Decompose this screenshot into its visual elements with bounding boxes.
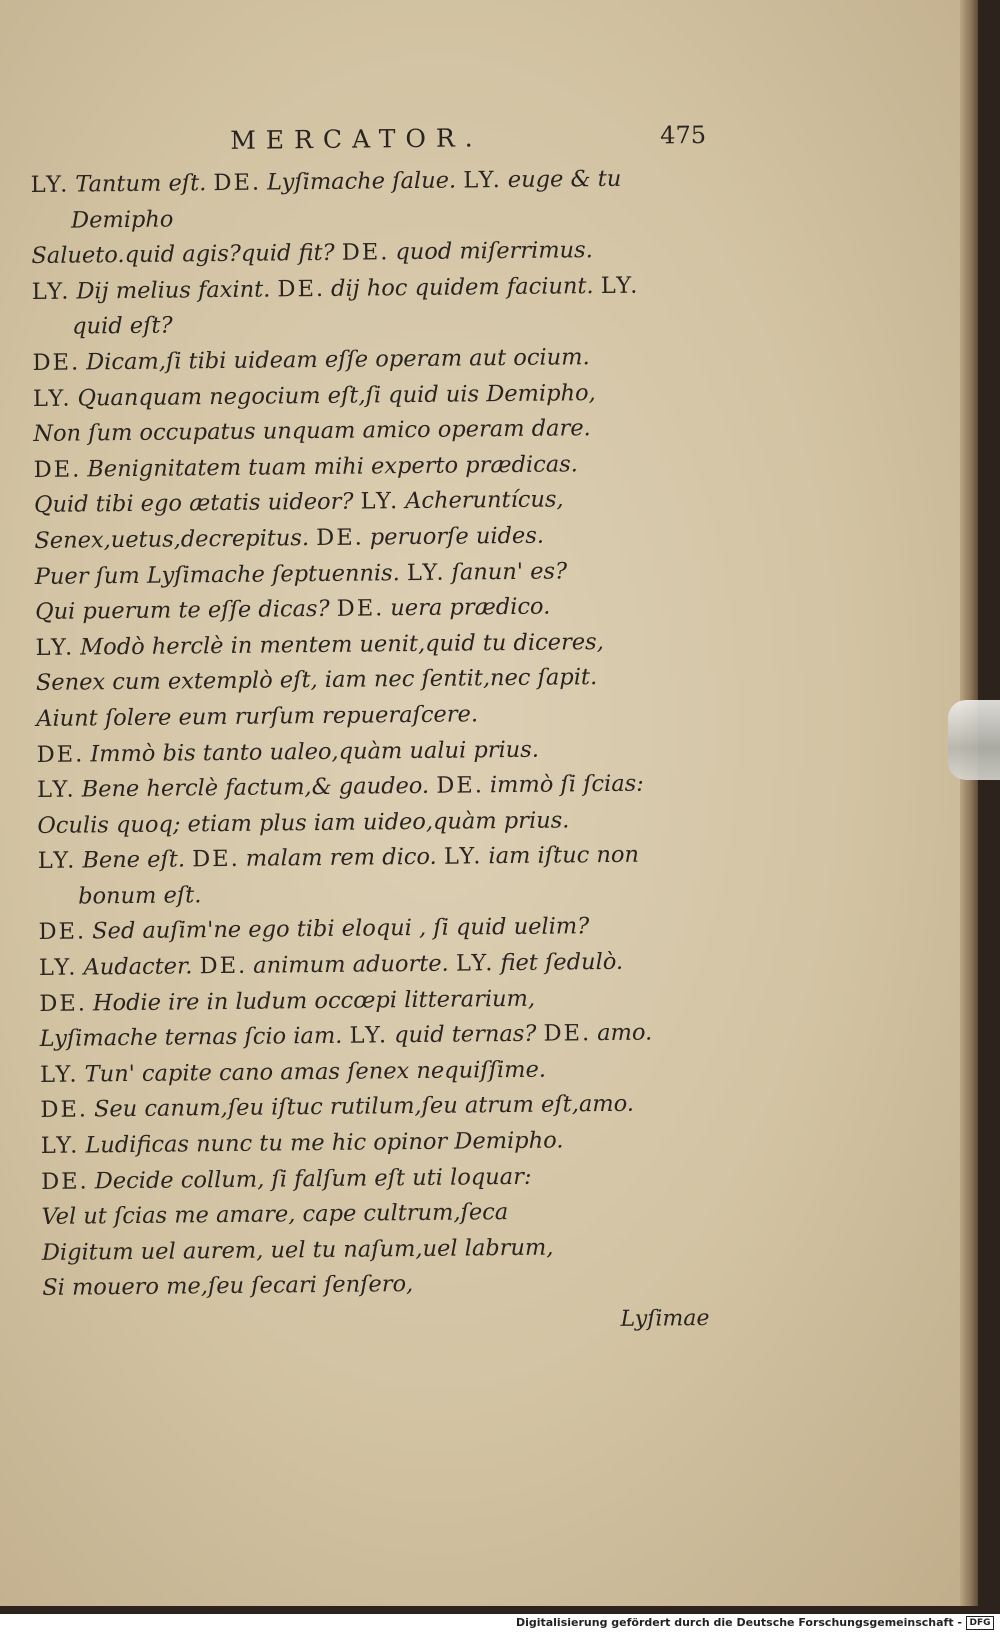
line-text: Acheruntícus, [405, 486, 564, 515]
line-text: Decide collum, ſi falſum eſt uti loquar: [94, 1163, 532, 1195]
line-text: Quid tibi ego ætatis uideor? [33, 488, 361, 519]
footer-credit: Digitalisierung gefördert durch die Deutsche Forschungsgemeinschaft - [515, 1616, 962, 1629]
speaker-label: DE. [39, 990, 88, 1017]
speaker-label: LY. [38, 954, 78, 982]
speaker-label: DE. [41, 1168, 89, 1195]
speaker-label: LY. [40, 1132, 80, 1159]
line-text: Demipho [70, 206, 174, 234]
speaker-label: LY. [463, 167, 502, 194]
line-text: amo. [597, 1019, 653, 1047]
text-line [38, 837, 738, 880]
line-text: quid eſt? [72, 312, 173, 340]
line-text: Bene herclè factum,& gaudeo. [81, 772, 437, 803]
line-text: Immò bis tanto ualeo,quàm ualui prius. [90, 736, 540, 767]
speaker-label: DE. [213, 169, 262, 197]
page-clip [948, 700, 1000, 780]
line-text: uera prædico. [390, 593, 551, 622]
speaker-label: DE. [277, 275, 326, 303]
line-text: euge & tu [507, 165, 622, 193]
line-text: bonum eſt. [78, 882, 202, 910]
line-text: Puer ſum Lyſimache ſeptuennis. [34, 559, 408, 590]
catchword: Lyſimae [620, 1305, 710, 1332]
line-text: Lyſimache ſalue. [266, 167, 464, 196]
speaker-label: LY. [600, 272, 640, 299]
line-text: dij hoc quidem faciunt. [330, 272, 601, 302]
line-text: Senex,uetus,decrepitus. [34, 524, 317, 554]
text-line [37, 766, 737, 809]
footer-bar [0, 1614, 1000, 1633]
speaker-label: DE. [316, 524, 364, 551]
line-text: Dicam,ſi tibi uideam eſſe operam aut ocium. [86, 344, 590, 376]
line-text: Bene eſt. [82, 846, 193, 874]
line-text: Sed auſim'ne ego tibi eloqui , ſi quid uelim? [92, 913, 590, 945]
speaker-label: LY. [31, 278, 71, 305]
speaker-label: DE. [36, 740, 85, 768]
speaker-label: LY. [30, 171, 70, 198]
line-text: Salueto.quid agis?quid fit? [31, 239, 342, 270]
speaker-label: LY. [349, 1022, 389, 1049]
catchword-row [42, 1300, 742, 1347]
text-block [30, 111, 743, 1347]
page-header [30, 111, 730, 168]
speaker-label: LY. [360, 488, 400, 515]
line-text: fiet ſedulò. [500, 948, 624, 977]
line-text: Benignitatem tuam mihi experto prædicas. [87, 451, 578, 483]
line-text: Hodie ire in ludum occœpi litterarium, [92, 985, 536, 1017]
line-text: ſanun' es? [451, 557, 568, 586]
line-text: Dij melius faxint. [76, 276, 278, 305]
line-text: Seu canum,ſeu iſtuc rutilum,ſeu atrum eſt,amo. [93, 1091, 635, 1123]
speaker-label: DE. [40, 1096, 89, 1124]
speaker-label: LY. [455, 950, 495, 977]
line-text: Lyſimache ternas ſcio iam. [39, 1022, 350, 1053]
speaker-label: DE. [199, 952, 248, 980]
speaker-label: DE. [543, 1020, 592, 1047]
line-text: Digitum uel aurem, uel tu naſum,uel labrum, [41, 1234, 554, 1266]
dfg-logo: DFG [966, 1616, 994, 1630]
text-line [39, 1015, 739, 1058]
line-text: immò ſi ſcias: [489, 770, 644, 799]
speaker-label: DE. [192, 846, 240, 873]
speaker-label: DE. [32, 349, 81, 376]
speaker-label: LY. [35, 634, 75, 661]
speaker-label: DE. [336, 595, 385, 622]
line-text: Tun' capite cano amas ſenex nequiſſime. [84, 1056, 547, 1088]
speaker-label: DE. [38, 918, 87, 946]
line-text: Quanquam negocium eſt,ſi quid uis Demipho, [77, 379, 596, 412]
line-text: Tantum eſt. [75, 170, 214, 198]
line-text: quod miſerrimus. [395, 237, 593, 266]
line-text: Non ſum occupatus unquam amico operam dare. [33, 415, 591, 448]
line-text: Vel ut ſcias me amare, cape cultrum,ſeca [41, 1199, 509, 1231]
speaker-label: DE. [341, 239, 390, 266]
line-text: peruorſe uides. [369, 522, 545, 551]
speaker-label: LY. [39, 1061, 79, 1088]
line-text: Senex cum extemplò eſt, iam nec ſentit,nec ſapit. [35, 664, 598, 697]
page-number: 475 [660, 120, 707, 150]
speaker-label: DE. [436, 772, 485, 799]
speaker-label: LY. [443, 843, 483, 870]
dialogue-lines [31, 161, 743, 1307]
line-text: Qui puerum te eſſe dicas? [35, 595, 337, 626]
line-text: iam iſtuc non [488, 841, 640, 870]
line-text: Audacter. [83, 953, 200, 981]
running-title: MERCATOR. [230, 123, 483, 155]
speaker-label: LY. [32, 385, 72, 412]
line-text: Aiunt ſolere eum rurſum repueraſcere. [36, 701, 479, 732]
speaker-label: LY. [37, 847, 77, 875]
line-text: Si mouero me,ſeu ſecari ſenſero, [42, 1271, 414, 1302]
line-text: Ludificas nunc tu me hic opinor Demipho. [85, 1127, 564, 1159]
line-text: quid ternas? [393, 1020, 544, 1049]
speaker-label: DE. [33, 456, 82, 483]
page-edge [960, 0, 978, 1606]
line-text: Oculis quoq; etiam plus iam uideo,quàm prius. [37, 807, 570, 839]
line-text: animum aduorte. [253, 950, 457, 979]
speaker-label: LY. [406, 559, 446, 586]
speaker-label: LY. [36, 776, 76, 804]
line-text: malam rem dico. [245, 843, 445, 873]
line-text: Modò herclè in mentem uenit,quid tu diceres, [80, 628, 604, 661]
